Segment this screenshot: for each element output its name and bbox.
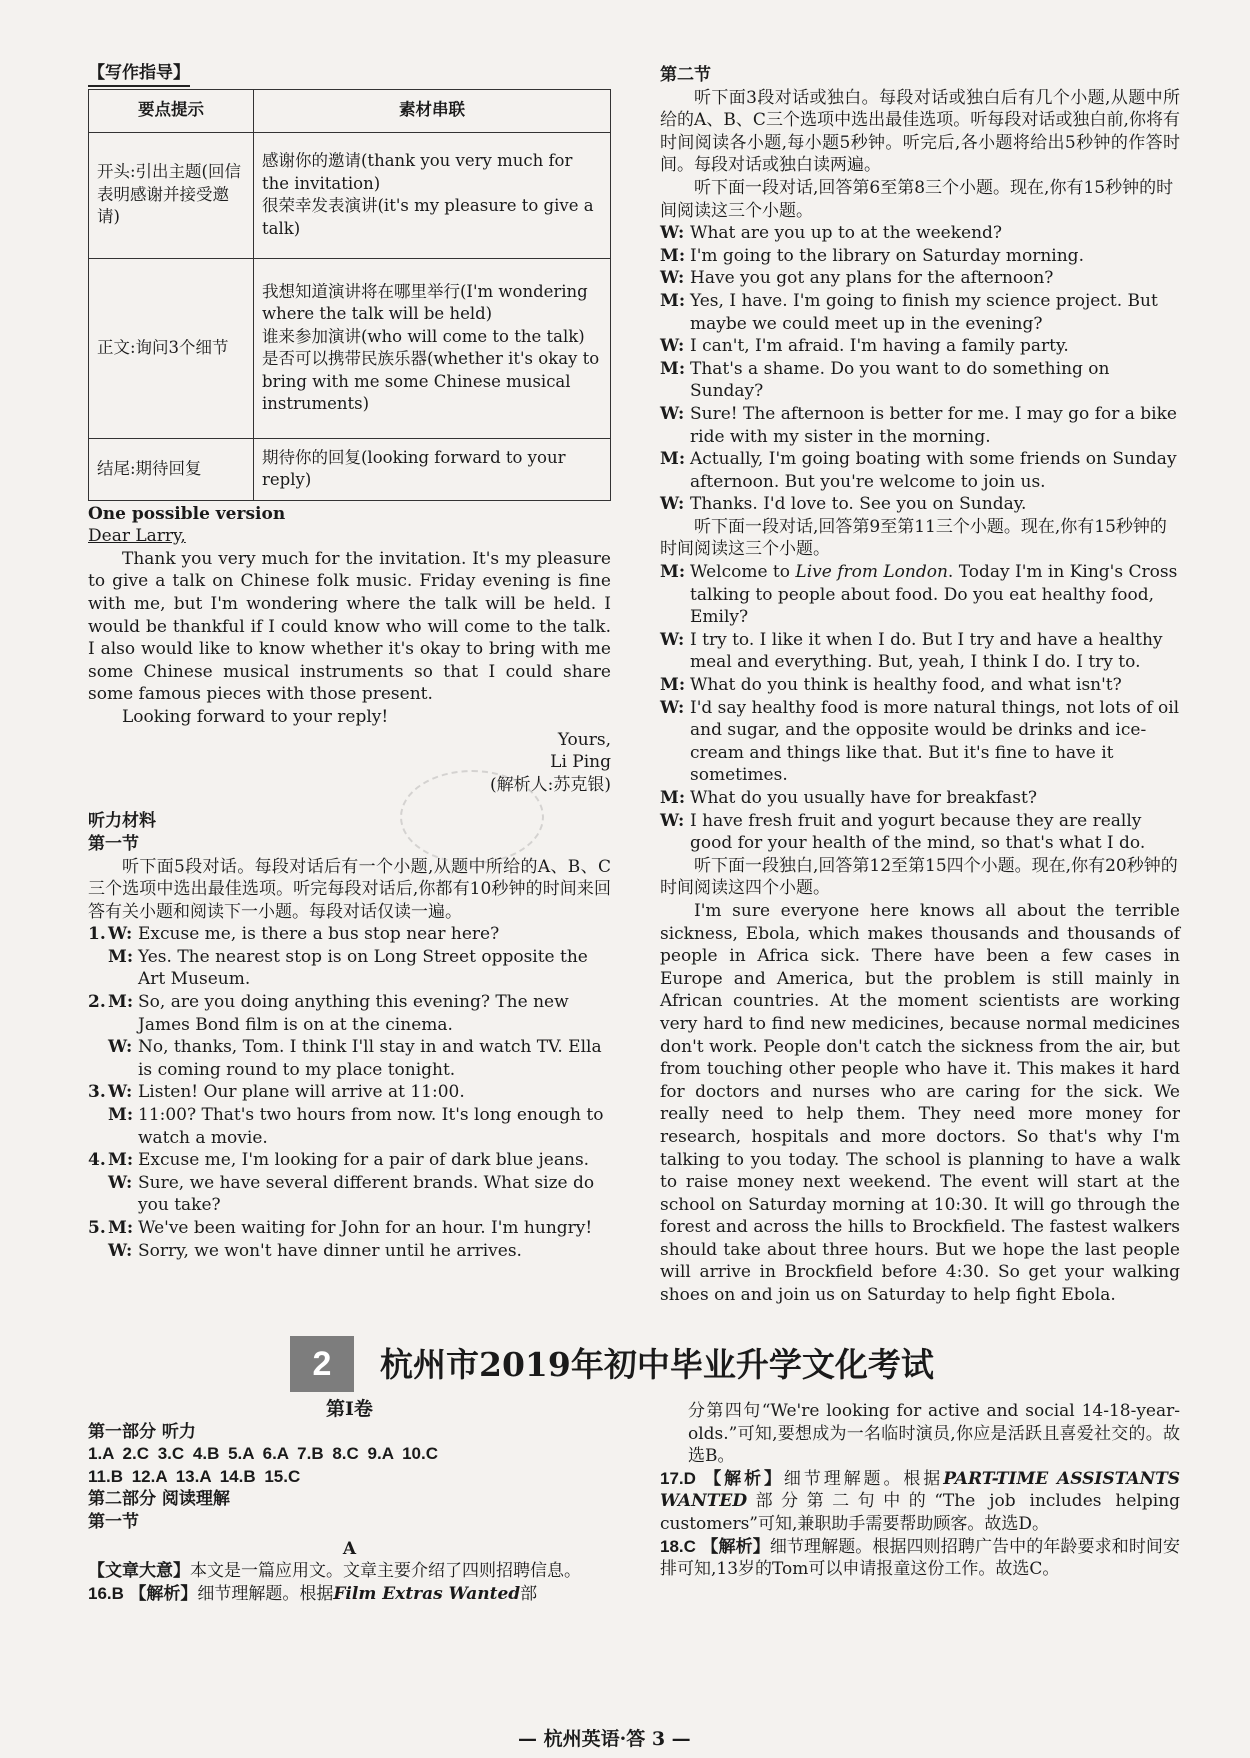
letter-salutation: Dear Larry, bbox=[88, 526, 186, 547]
dialog-number: 4. bbox=[88, 1150, 106, 1171]
dialog-line bbox=[88, 1149, 611, 1172]
dialog-number: 5. bbox=[88, 1218, 106, 1238]
volume-title: 第Ⅰ卷 bbox=[326, 1398, 373, 1420]
table-cell: 感谢你的邀请(thank you very much for the invitation) 很荣幸发表演讲(it's my pleasure to give a talk) bbox=[254, 132, 611, 258]
speaker: M: bbox=[108, 1105, 134, 1126]
writing-guide-heading: 【写作指导】 bbox=[88, 62, 190, 87]
dialog-line: W: Thanks. I'd love to. See you on Sunday. bbox=[660, 494, 1027, 515]
letter-sign-yours: Yours, bbox=[557, 729, 611, 750]
speaker: M: bbox=[108, 946, 134, 967]
dialog-line: W: Sure! The afternoon is better for me. I may go for a bike ride with my sister in the morning. bbox=[660, 403, 1177, 447]
table-cell: 正文:询问3个细节 bbox=[89, 258, 254, 438]
seal-stamp-icon bbox=[400, 770, 544, 864]
exam-header bbox=[290, 1336, 990, 1394]
speaker: W: bbox=[108, 924, 133, 945]
dialog-line bbox=[88, 1081, 611, 1104]
q16-continued: 分第四句“We're looking for active and social 14-18-year-olds.”可知,要想成为一名临时演员,你应是活跃且喜爱社交的。故选B。 bbox=[688, 1401, 1180, 1467]
dialog-text: So, are you doing anything this evening? The new James Bond film is on at the cinema. bbox=[138, 992, 569, 1035]
passage-letter: A bbox=[342, 1538, 357, 1559]
speaker: W: bbox=[108, 1172, 133, 1193]
table-header: 素材串联 bbox=[254, 89, 611, 132]
possible-version-heading: One possible version bbox=[88, 503, 286, 524]
listening-heading: 听力材料 bbox=[88, 811, 156, 832]
table-cell: 我想知道演讲将在哪里举行(I'm wondering where the talk will be held) 谁来参加演讲(who will come to the talk) 是否可以携带民族乐器(whether it's okay to bring with me some Chinese musical instruments) bbox=[254, 258, 611, 438]
analyst-credit: (解析人:苏克银) bbox=[490, 774, 611, 795]
dialog-line bbox=[88, 991, 611, 1036]
writing-guide-table bbox=[88, 89, 611, 501]
speaker: M: bbox=[108, 992, 134, 1013]
dialog-line: M: Actually, I'm going boating with some friends on Sunday afternoon. But you're welcome to join us. bbox=[660, 449, 1177, 492]
dialog-line: M: Welcome to Live from London. Today I'm in King's Cross talking to people about food. Do you eat healthy food, Emily? bbox=[660, 562, 1178, 628]
speaker: M: bbox=[108, 1150, 134, 1171]
q17-explanation: 17.D 【解析】细节理解题。根据PART-TIME ASSISTANTS WANTED部分第二句中的“The job includes helping customers”可知,兼职助手需要帮助顾客。故选D。 bbox=[660, 1468, 1181, 1534]
answers-row-1: 1.A 2.C 3.C 4.B 5.A 6.A 7.B 8.C 9.A 10.C bbox=[88, 1444, 438, 1464]
dialog-line bbox=[88, 1217, 611, 1240]
speaker: M: bbox=[108, 1218, 134, 1238]
dialog-number: 2. bbox=[88, 992, 106, 1013]
listening-section2 bbox=[660, 64, 1180, 1307]
speaker: W: bbox=[108, 1240, 133, 1261]
dialog-number: 3. bbox=[88, 1082, 106, 1103]
table-cell: 结尾:期待回复 bbox=[89, 438, 254, 500]
part2-section: 第一节 bbox=[88, 1511, 139, 1532]
writing-section bbox=[88, 62, 611, 1262]
dialog-line bbox=[88, 1172, 611, 1217]
dialog-text: Excuse me, is there a bus stop near here? bbox=[138, 924, 500, 945]
dialog-line: M: What do you usually have for breakfast? bbox=[660, 788, 1037, 808]
dialog-line: W: I'd say healthy food is more natural things, not lots of oil and sugar, and the opposite would be drinks and ice-cream and things like that. But it's fine to have it sometimes. bbox=[660, 697, 1180, 786]
dialog-line: W: I can't, I'm afraid. I'm having a family party. bbox=[660, 336, 1069, 357]
answer-section-left bbox=[88, 1398, 611, 1605]
dialog-text: We've been waiting for John for an hour. I'm hungry! bbox=[138, 1218, 593, 1238]
dialog-line bbox=[88, 1104, 611, 1149]
table-header: 要点提示 bbox=[89, 89, 254, 132]
speaker: W: bbox=[108, 1082, 133, 1103]
exam-number-badge: 2 bbox=[290, 1336, 354, 1392]
dialog-line: M: What do you think is healthy food, and what isn't? bbox=[660, 675, 1122, 696]
exam-title: 杭州市2019年初中毕业升学文化考试 bbox=[380, 1345, 934, 1384]
dialog-line: W: I have fresh fruit and yogurt because they are really good for your health of the mind, so that's what I do. bbox=[660, 810, 1146, 854]
dialog-line: W: I try to. I like it when I do. But I try and have a healthy meal and everything. But, yeah, I think I do. I try to. bbox=[660, 629, 1163, 673]
listening-section1: 第一节 bbox=[88, 833, 139, 854]
monologue-text: I'm sure everyone here knows all about the terrible sickness, Ebola, which makes thousands and thousands of people in Africa sick. There have been a few cases in Europe and America, but the problem is still mainly in African countries. At the moment scientists are working very hard to find new medicines, because normal medicines don't work. People don't catch the sickness from the air, but from touching other people who have it. This makes it hard for doctors and nurses who are caring for the sick. We really need to help them. They need more money for research, hospitals and more doctors. So that's why I'm talking to you today. The school is planning to have a walk to raise money next weekend. The event will start at the school on Saturday morning at 10:30. It will go through the forest and across the hills to Brockfield. The fastest walkers should take about three hours. But we hope the last people will arrive in Brockfield before 4:30. So get your walking shoes on and join us on Saturday to help fight Ebola. bbox=[660, 900, 1180, 1306]
listening-section2-heading: 第二节 bbox=[660, 65, 711, 85]
answer-section-right bbox=[660, 1400, 1180, 1581]
intro-6-8: 听下面一段对话,回答第6至第8三个小题。现在,你有15秒钟的时间阅读这三个小题。 bbox=[660, 177, 1174, 221]
dialog-text: Listen! Our plane will arrive at 11:00. bbox=[138, 1082, 465, 1103]
dialog-text: Yes. The nearest stop is on Long Street opposite the Art Museum. bbox=[138, 946, 588, 990]
table-cell: 开头:引出主题(回信表明感谢并接受邀请) bbox=[89, 132, 254, 258]
part1-heading: 第一部分 听力 bbox=[88, 1421, 196, 1442]
dialog-line: W: Have you got any plans for the afternoon? bbox=[660, 268, 1054, 289]
dialog-line: M: I'm going to the library on Saturday morning. bbox=[660, 245, 1084, 266]
q18-explanation: 18.C 【解析】细节理解题。根据四则招聘广告中的年龄要求和时间安排可知,13岁的Tom可以申请报童这份工作。故选C。 bbox=[660, 1536, 1181, 1580]
page-footer: — 杭州英语·答 3 — bbox=[518, 1728, 691, 1750]
dialog-number: 1. bbox=[88, 924, 106, 945]
speaker: W: bbox=[108, 1037, 133, 1058]
dialog-line bbox=[88, 946, 611, 991]
listening-section1-intro: 听下面5段对话。每段对话后有一个小题,从题中所给的A、B、C三个选项中选出最佳选项。听完每段对话后,你都有10秒钟的时间来回答有关小题和阅读下一小题。每段对话仅读一遍。 bbox=[88, 856, 611, 922]
dialog-text: 11:00? That's two hours from now. It's long enough to watch a movie. bbox=[138, 1105, 604, 1148]
part2-heading: 第二部分 阅读理解 bbox=[88, 1489, 230, 1510]
q16-explanation: 16.B 【解析】细节理解题。根据Film Extras Wanted部 bbox=[88, 1583, 538, 1604]
intro-12-15: 听下面一段独白,回答第12至第15四个小题。现在,你有20秒钟的时间阅读这四个小题。 bbox=[660, 855, 1178, 899]
dialog-line bbox=[88, 1036, 611, 1081]
answers-row-2: 11.B 12.A 13.A 14.B 15.C bbox=[88, 1466, 301, 1486]
intro-9-11: 听下面一段对话,回答第9至第11三个小题。现在,你有15秒钟的时间阅读这三个小题。 bbox=[660, 516, 1167, 560]
letter-closing: Looking forward to your reply! bbox=[122, 706, 389, 727]
dialog-line: M: That's a shame. Do you want to do something on Sunday? bbox=[660, 358, 1110, 402]
dialog-text: Sure, we have several different brands. What size do you take? bbox=[138, 1172, 595, 1216]
listening-section2-intro: 听下面3段对话或独白。每段对话或独白后有几个小题,从题中所给的A、B、C三个选项中选出最佳选项。听每段对话或独白前,你将有时间阅读各小题,每小题5秒钟。听完后,各小题将给出5秒钟的作答时间。每段对话或独白读两遍。 bbox=[660, 87, 1180, 176]
summary: 【文章大意】本文是一篇应用文。文章主要介绍了四则招聘信息。 bbox=[88, 1561, 581, 1582]
dialog-text: Excuse me, I'm looking for a pair of dark blue jeans. bbox=[138, 1150, 590, 1171]
dialog-text: No, thanks, Tom. I think I'll stay in and watch TV. Ella is coming round to my place tonight. bbox=[138, 1037, 602, 1080]
dialog-text: Sorry, we won't have dinner until he arrives. bbox=[138, 1240, 522, 1261]
dialog-list bbox=[88, 923, 611, 1262]
table-cell: 期待你的回复(looking forward to your reply) bbox=[254, 438, 611, 500]
letter-body: Thank you very much for the invitation. It's my pleasure to give a talk on Chinese folk music. Friday evening is fine with me, but I'm wondering where the talk will be held. I would be thankful if I could know who will come to the talk. I also would like to know whether it's okay to bring with me some Chinese musical instruments so that I could share some famous pieces with those present. bbox=[88, 548, 611, 705]
letter-sign-name: Li Ping bbox=[550, 752, 611, 773]
dialog-line: W: What are you up to at the weekend? bbox=[660, 223, 1003, 244]
dialog-line bbox=[88, 923, 611, 946]
dialog-line: M: Yes, I have. I'm going to finish my science project. But maybe we could meet up in the evening? bbox=[660, 290, 1158, 334]
dialog-line bbox=[88, 1240, 611, 1263]
